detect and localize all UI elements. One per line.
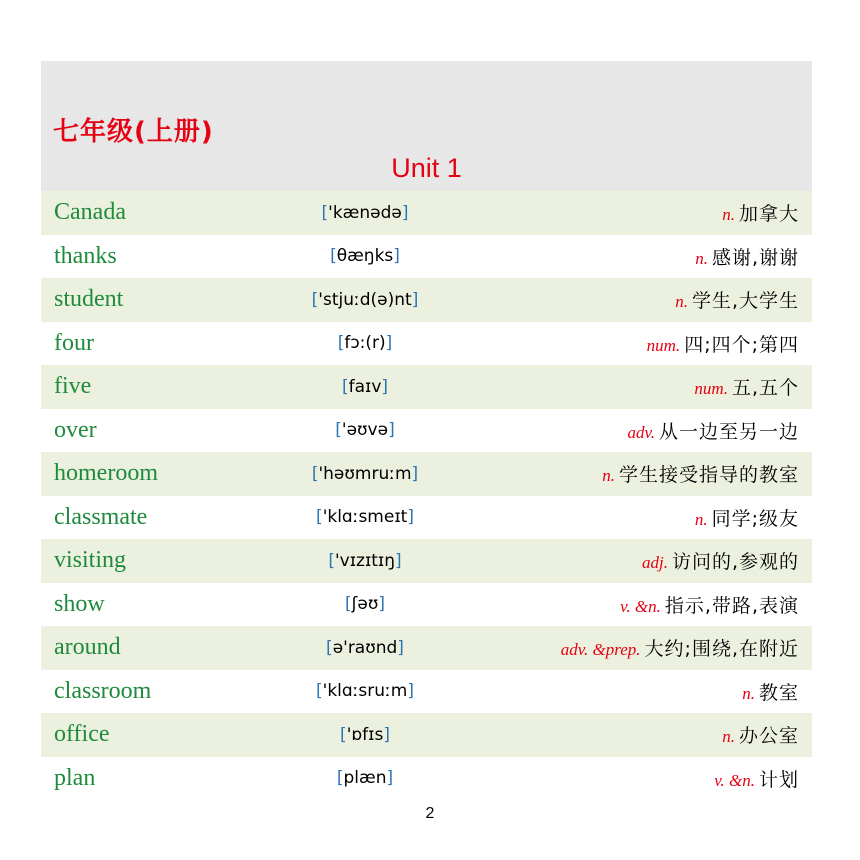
- vocab-meaning: [694, 373, 799, 400]
- meaning-text: 从一边至另一边: [658, 420, 799, 443]
- meaning-text: 学生,大学生: [691, 290, 799, 313]
- vocab-phonetic: [301, 551, 429, 571]
- part-of-speech: n.: [742, 683, 755, 703]
- bracket-close: ]: [385, 333, 393, 354]
- vocab-phonetic: [301, 594, 429, 614]
- vocab-phonetic: [301, 333, 429, 353]
- bracket-close: ]: [383, 724, 390, 745]
- vocab-row: [41, 365, 812, 409]
- bracket-open: [: [335, 420, 342, 441]
- bracket-open: [: [337, 333, 345, 354]
- vocab-word: visiting: [54, 547, 127, 574]
- vocab-meaning: [627, 417, 799, 444]
- meaning-text: 同学;级友: [711, 507, 799, 530]
- phonetic-text: 'vɪzɪtɪŋ: [334, 550, 396, 571]
- vocab-word: five: [54, 373, 92, 400]
- vocab-phonetic: [301, 420, 429, 440]
- vocab-list: [41, 191, 812, 800]
- vocab-meaning: [714, 765, 799, 792]
- meaning-text: 办公室: [738, 725, 799, 748]
- vocab-row: [41, 670, 812, 714]
- vocab-row: [41, 626, 812, 670]
- vocab-phonetic: [301, 768, 429, 788]
- part-of-speech: n.: [695, 248, 708, 268]
- phonetic-text: ə'raʊnd: [332, 637, 398, 658]
- bracket-close: ]: [397, 637, 404, 658]
- vocabulary-sheet: [41, 61, 812, 800]
- unit-title: Unit 1: [391, 153, 462, 183]
- vocab-word: thanks: [54, 242, 117, 269]
- vocab-meaning: [722, 199, 799, 226]
- vocab-row: [41, 583, 812, 627]
- bracket-open: [: [316, 681, 323, 702]
- part-of-speech: n.: [602, 466, 615, 486]
- vocab-phonetic: [301, 203, 429, 223]
- vocab-meaning: [561, 634, 799, 661]
- phonetic-text: ʃəʊ: [351, 594, 379, 615]
- meaning-text: 学生接受指导的教室: [618, 464, 799, 487]
- meaning-text: 计划: [758, 768, 799, 791]
- meaning-text: 教室: [758, 681, 799, 704]
- vocab-word: classroom: [54, 677, 152, 704]
- vocab-meaning: [602, 460, 799, 487]
- vocab-row: [41, 757, 812, 801]
- vocab-word: around: [54, 634, 121, 661]
- bracket-close: ]: [411, 463, 419, 484]
- bracket-open: [: [330, 246, 337, 267]
- bracket-close: ]: [393, 246, 400, 267]
- vocab-meaning: [695, 243, 799, 270]
- part-of-speech: num.: [694, 379, 728, 399]
- phonetic-text: 'kænədə: [328, 202, 402, 223]
- vocab-meaning: [647, 330, 799, 357]
- part-of-speech: adj.: [641, 553, 668, 573]
- vocab-meaning: [742, 678, 799, 705]
- bracket-open: [: [321, 202, 329, 223]
- bracket-open: [: [326, 637, 333, 658]
- vocab-phonetic: [301, 290, 429, 310]
- vocab-word: Canada: [54, 199, 126, 226]
- phonetic-text: 'stjuːd(ə)nt: [318, 289, 412, 310]
- vocab-meaning: [695, 504, 799, 531]
- vocab-phonetic: [301, 725, 429, 745]
- part-of-speech: v. &n.: [714, 770, 755, 790]
- phonetic-text: faɪv: [348, 376, 382, 397]
- vocab-meaning: [642, 547, 799, 574]
- bracket-close: ]: [388, 420, 395, 441]
- bracket-close: ]: [407, 507, 414, 528]
- phonetic-text: 'ɒfɪs: [346, 724, 384, 745]
- meaning-text: 指示,带路,表演: [664, 594, 799, 617]
- meaning-text: 四;四个;第四: [684, 333, 799, 356]
- bracket-open: [: [311, 463, 319, 484]
- bracket-open: [: [316, 507, 323, 528]
- bracket-close: ]: [395, 550, 402, 571]
- phonetic-text: plæn: [343, 768, 387, 789]
- bracket-close: ]: [386, 768, 394, 789]
- phonetic-text: 'klɑːsmeɪt: [322, 507, 408, 528]
- bracket-close: ]: [411, 289, 419, 310]
- vocab-row: [41, 539, 812, 583]
- vocab-word: over: [54, 416, 97, 443]
- vocab-row: [41, 409, 812, 453]
- vocab-meaning: [620, 591, 799, 618]
- bracket-open: [: [336, 768, 344, 789]
- phonetic-text: θæŋks: [336, 246, 394, 267]
- vocab-row: [41, 496, 812, 540]
- vocab-phonetic: [301, 681, 429, 701]
- meaning-text: 大约;围绕,在附近: [644, 638, 799, 661]
- bracket-close: ]: [401, 202, 409, 223]
- vocab-meaning: [675, 286, 799, 313]
- part-of-speech: v. &n.: [620, 596, 661, 616]
- meaning-text: 访问的,参观的: [671, 551, 799, 574]
- vocab-row: [41, 322, 812, 366]
- grade-title: 七年级(上册): [53, 117, 214, 147]
- vocab-word: homeroom: [54, 460, 158, 487]
- vocab-word: student: [54, 286, 124, 313]
- bracket-open: [: [311, 289, 319, 310]
- vocab-word: four: [54, 329, 94, 356]
- vocab-row: [41, 191, 812, 235]
- vocab-word: classmate: [54, 503, 148, 530]
- vocab-row: [41, 452, 812, 496]
- vocab-phonetic: [301, 638, 429, 658]
- part-of-speech: n.: [694, 509, 708, 529]
- meaning-text: 加拿大: [738, 203, 799, 226]
- phonetic-text: 'əʊvə: [341, 420, 389, 441]
- part-of-speech: n.: [722, 727, 735, 747]
- vocab-row: [41, 278, 812, 322]
- bracket-open: [: [328, 550, 335, 571]
- bracket-open: [: [341, 376, 349, 397]
- phonetic-text: fɔ:(r): [344, 333, 386, 354]
- vocab-word: show: [54, 590, 105, 617]
- vocab-phonetic: [301, 507, 429, 527]
- bracket-close: ]: [378, 594, 385, 615]
- part-of-speech: adv. &prep.: [560, 640, 641, 660]
- part-of-speech: adv.: [627, 422, 655, 442]
- vocab-row: [41, 713, 812, 757]
- meaning-text: 五,五个: [731, 377, 799, 400]
- meaning-text: 感谢,谢谢: [711, 246, 799, 269]
- vocab-word: office: [54, 721, 110, 748]
- vocab-phonetic: [301, 377, 429, 397]
- bracket-open: [: [340, 724, 347, 745]
- part-of-speech: n.: [722, 205, 735, 225]
- phonetic-text: 'həʊmruːm: [318, 463, 412, 484]
- vocab-phonetic: [301, 246, 429, 266]
- bracket-close: ]: [381, 376, 389, 397]
- vocab-meaning: [722, 721, 799, 748]
- vocab-row: [41, 235, 812, 279]
- header-band: [41, 61, 812, 191]
- part-of-speech: n.: [675, 292, 688, 312]
- phonetic-text: 'klɑːsruːm: [322, 681, 408, 702]
- bracket-close: ]: [407, 681, 414, 702]
- vocab-word: plan: [54, 764, 96, 791]
- vocab-phonetic: [301, 464, 429, 484]
- page-number: 2: [425, 805, 435, 822]
- bracket-open: [: [345, 594, 352, 615]
- part-of-speech: num.: [646, 335, 681, 355]
